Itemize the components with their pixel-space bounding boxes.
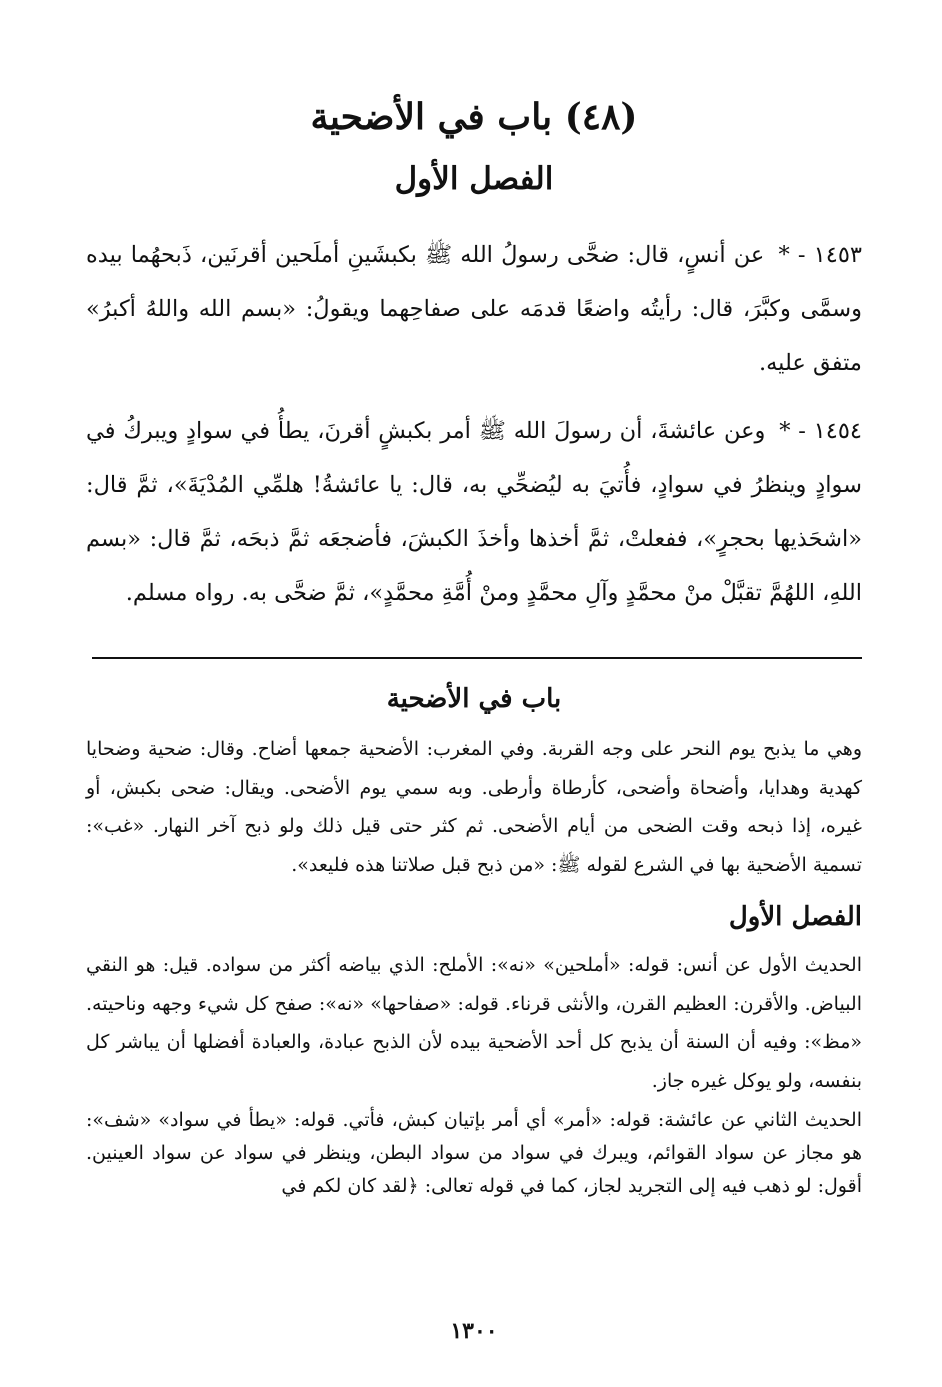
commentary-heading: باب في الأضحية [386, 684, 562, 714]
chapter-title: (٤٨) باب في الأضحية [310, 96, 638, 138]
hadith-body: وعن عائشةَ، أن رسولَ الله ﷺ أمر بكبشٍ أقرنَ، يطأُ في سوادٍ ويبركُ في سوادٍ وينظرُ في سوادٍ، فأُتيَ به ليُضحِّي به، قال: يا عائشةُ! هلمِّي المُدْيَةَ»، ثمَّ قال: «اشحَذيها بحجرٍ»، ففعلتْ، ثمَّ أخذها وأخذَ الكبشَ، فأضجعَه ثمَّ ذبحَه، ثمَّ قال: «بسم اللهِ، اللهُمَّ تقبَّلْ منْ محمَّدٍ وآلِ محمَّدٍ ومنْ أُمَّةِ محمَّدٍ»، ثمَّ ضحَّى به. رواه مسلم. [86, 418, 862, 606]
commentary-paragraph-2: الحديث الثاني عن عائشة: قوله: «أمر» أي أمر بإتيان كبش، فأتي. قوله: «يطأ في سواد» «شف»: هو مجاز عن سواد القوائم، ويبرك في سواد من سواد البطن، وينظر في سواد عن سواد العينين. أقول: لو ذهب فيه إلى التجريد لجاز، كما في قوله تعالى: ﴿لقد كان لكم في [86, 1109, 862, 1197]
hadith-1454 [86, 404, 862, 620]
hadith-body: عن أنسٍ، قال: ضحَّى رسولُ الله ﷺ بكبشَينِ أملَحين أقرنَين، ذَبحهُما بيده وسمَّى وكبَّرَ، قال: رأيتُه واضعًا قدمَه على صفاحِهما ويقولُ: «بسم الله واللهُ أكبرُ» متفق عليه. [86, 242, 862, 376]
hadith-number: ١٤٥٤ - * [779, 418, 862, 444]
book-page [86, 0, 862, 1387]
commentary-intro: وهي ما يذبح يوم النحر على وجه القربة. وفي المغرب: الأضحية جمعها أضاح. وقال: ضحية وضحايا كهدية وهدايا، وأضحاة وأضحى، كأرطاة وأرطى. وبه سمي يوم الأضحى. ويقال: ضحى بكبش، أو غيره، إذا ذبحه وقت الضحى من أيام الأضحى. ثم كثر حتى قيل ذلك ولو ذبح آخر النهار. «غب»: تسمية الأضحية بها في الشرع لقوله ﷺ: «من ذبح قبل صلاتنا هذه فليعد». [86, 738, 862, 876]
commentary-subheading: الفصل الأول [728, 902, 862, 932]
hadith-1453 [86, 228, 862, 390]
section-title: الفصل الأول [394, 161, 554, 197]
hadith-number: ١٤٥٣ - * [778, 242, 862, 268]
commentary-block [86, 674, 862, 1203]
hadith-text-block [86, 228, 862, 634]
page-number: ١٣٠٠ [450, 1318, 498, 1344]
commentary-paragraph-1: الحديث الأول عن أنس: قوله: «أملحين» «نه»: الأملح: الذي بياضه أكثر من سواده. قيل: هو النقي البياض. والأقرن: العظيم القرن، والأنثى قرناء. قوله: «صفاحها» «نه»: صفح كل شيء وجهه وناحيته. «مظ»: وفيه أن السنة أن يذبح كل أحد الأضحية بيده لأن الذبح عبادة، والعبادة أفضلها أن يباشر كل بنفسه، ولو يوكل غيره جاز. [86, 954, 862, 1092]
footnote-divider [92, 657, 862, 659]
